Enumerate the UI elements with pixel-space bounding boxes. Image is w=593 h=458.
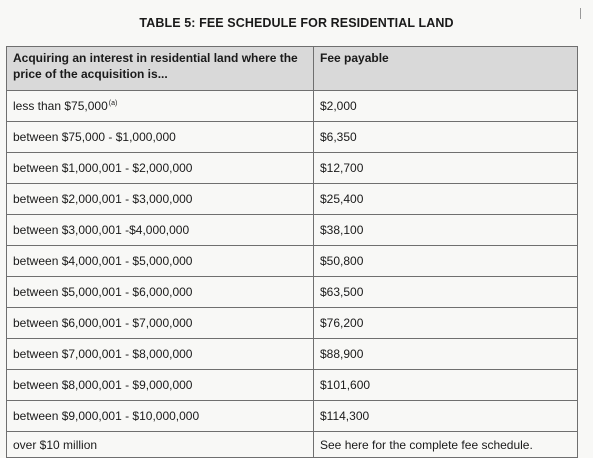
table-header-row: [7, 47, 578, 91]
table-row: [7, 153, 578, 184]
table-row: [7, 339, 578, 370]
price-cell: [7, 91, 314, 122]
table-row: [7, 370, 578, 401]
fee-cell: $88,900: [314, 339, 578, 370]
price-cell: between $6,000,001 - $7,000,000: [7, 308, 314, 339]
table-row: [7, 277, 578, 308]
fee-cell: $38,100: [314, 215, 578, 246]
fee-cell: $101,600: [314, 370, 578, 401]
price-cell: over $10 million: [7, 432, 314, 458]
fee-prefix-text: See: [320, 437, 345, 452]
price-cell: between $1,000,001 - $2,000,000: [7, 153, 314, 184]
table-row: [7, 184, 578, 215]
table-row: [7, 122, 578, 153]
price-cell: between $7,000,001 - $8,000,000: [7, 339, 314, 370]
price-cell: between $8,000,001 - $9,000,000: [7, 370, 314, 401]
page-title: TABLE 5: FEE SCHEDULE FOR RESIDENTIAL LAND: [139, 16, 454, 30]
fee-cell: $114,300: [314, 401, 578, 432]
table-row: [7, 215, 578, 246]
price-cell: between $3,000,001 -$4,000,000: [7, 215, 314, 246]
fee-cell: $12,700: [314, 153, 578, 184]
page-edge-divider: [580, 8, 581, 19]
fee-cell: $76,200: [314, 308, 578, 339]
fee-cell: $63,500: [314, 277, 578, 308]
fee-cell: $2,000: [314, 91, 578, 122]
fee-cell: $6,350: [314, 122, 578, 153]
price-cell: between $2,000,001 - $3,000,000: [7, 184, 314, 215]
table-row: [7, 401, 578, 432]
price-cell: between $5,000,001 - $6,000,000: [7, 277, 314, 308]
price-cell: between $75,000 - $1,000,000: [7, 122, 314, 153]
price-cell: between $4,000,001 - $5,000,000: [7, 246, 314, 277]
price-cell: between $9,000,001 - $10,000,000: [7, 401, 314, 432]
table-row: [7, 432, 578, 458]
table-row: [7, 308, 578, 339]
price-text: less than $75,000: [13, 99, 108, 113]
fee-suffix-text: for the complete fee schedule.: [368, 437, 533, 452]
table-row: [7, 246, 578, 277]
fee-cell: [314, 432, 578, 458]
fee-cell: $25,400: [314, 184, 578, 215]
fee-cell: $50,800: [314, 246, 578, 277]
footnote-marker: (a): [108, 100, 118, 107]
fee-schedule-table: [6, 46, 578, 458]
header-fee-cell: Fee payable: [314, 47, 578, 91]
fee-schedule-link[interactable]: here: [344, 437, 369, 452]
header-price-cell: Acquiring an interest in residential land where the price of the acquisition is...: [7, 47, 314, 91]
table-row: [7, 91, 578, 122]
